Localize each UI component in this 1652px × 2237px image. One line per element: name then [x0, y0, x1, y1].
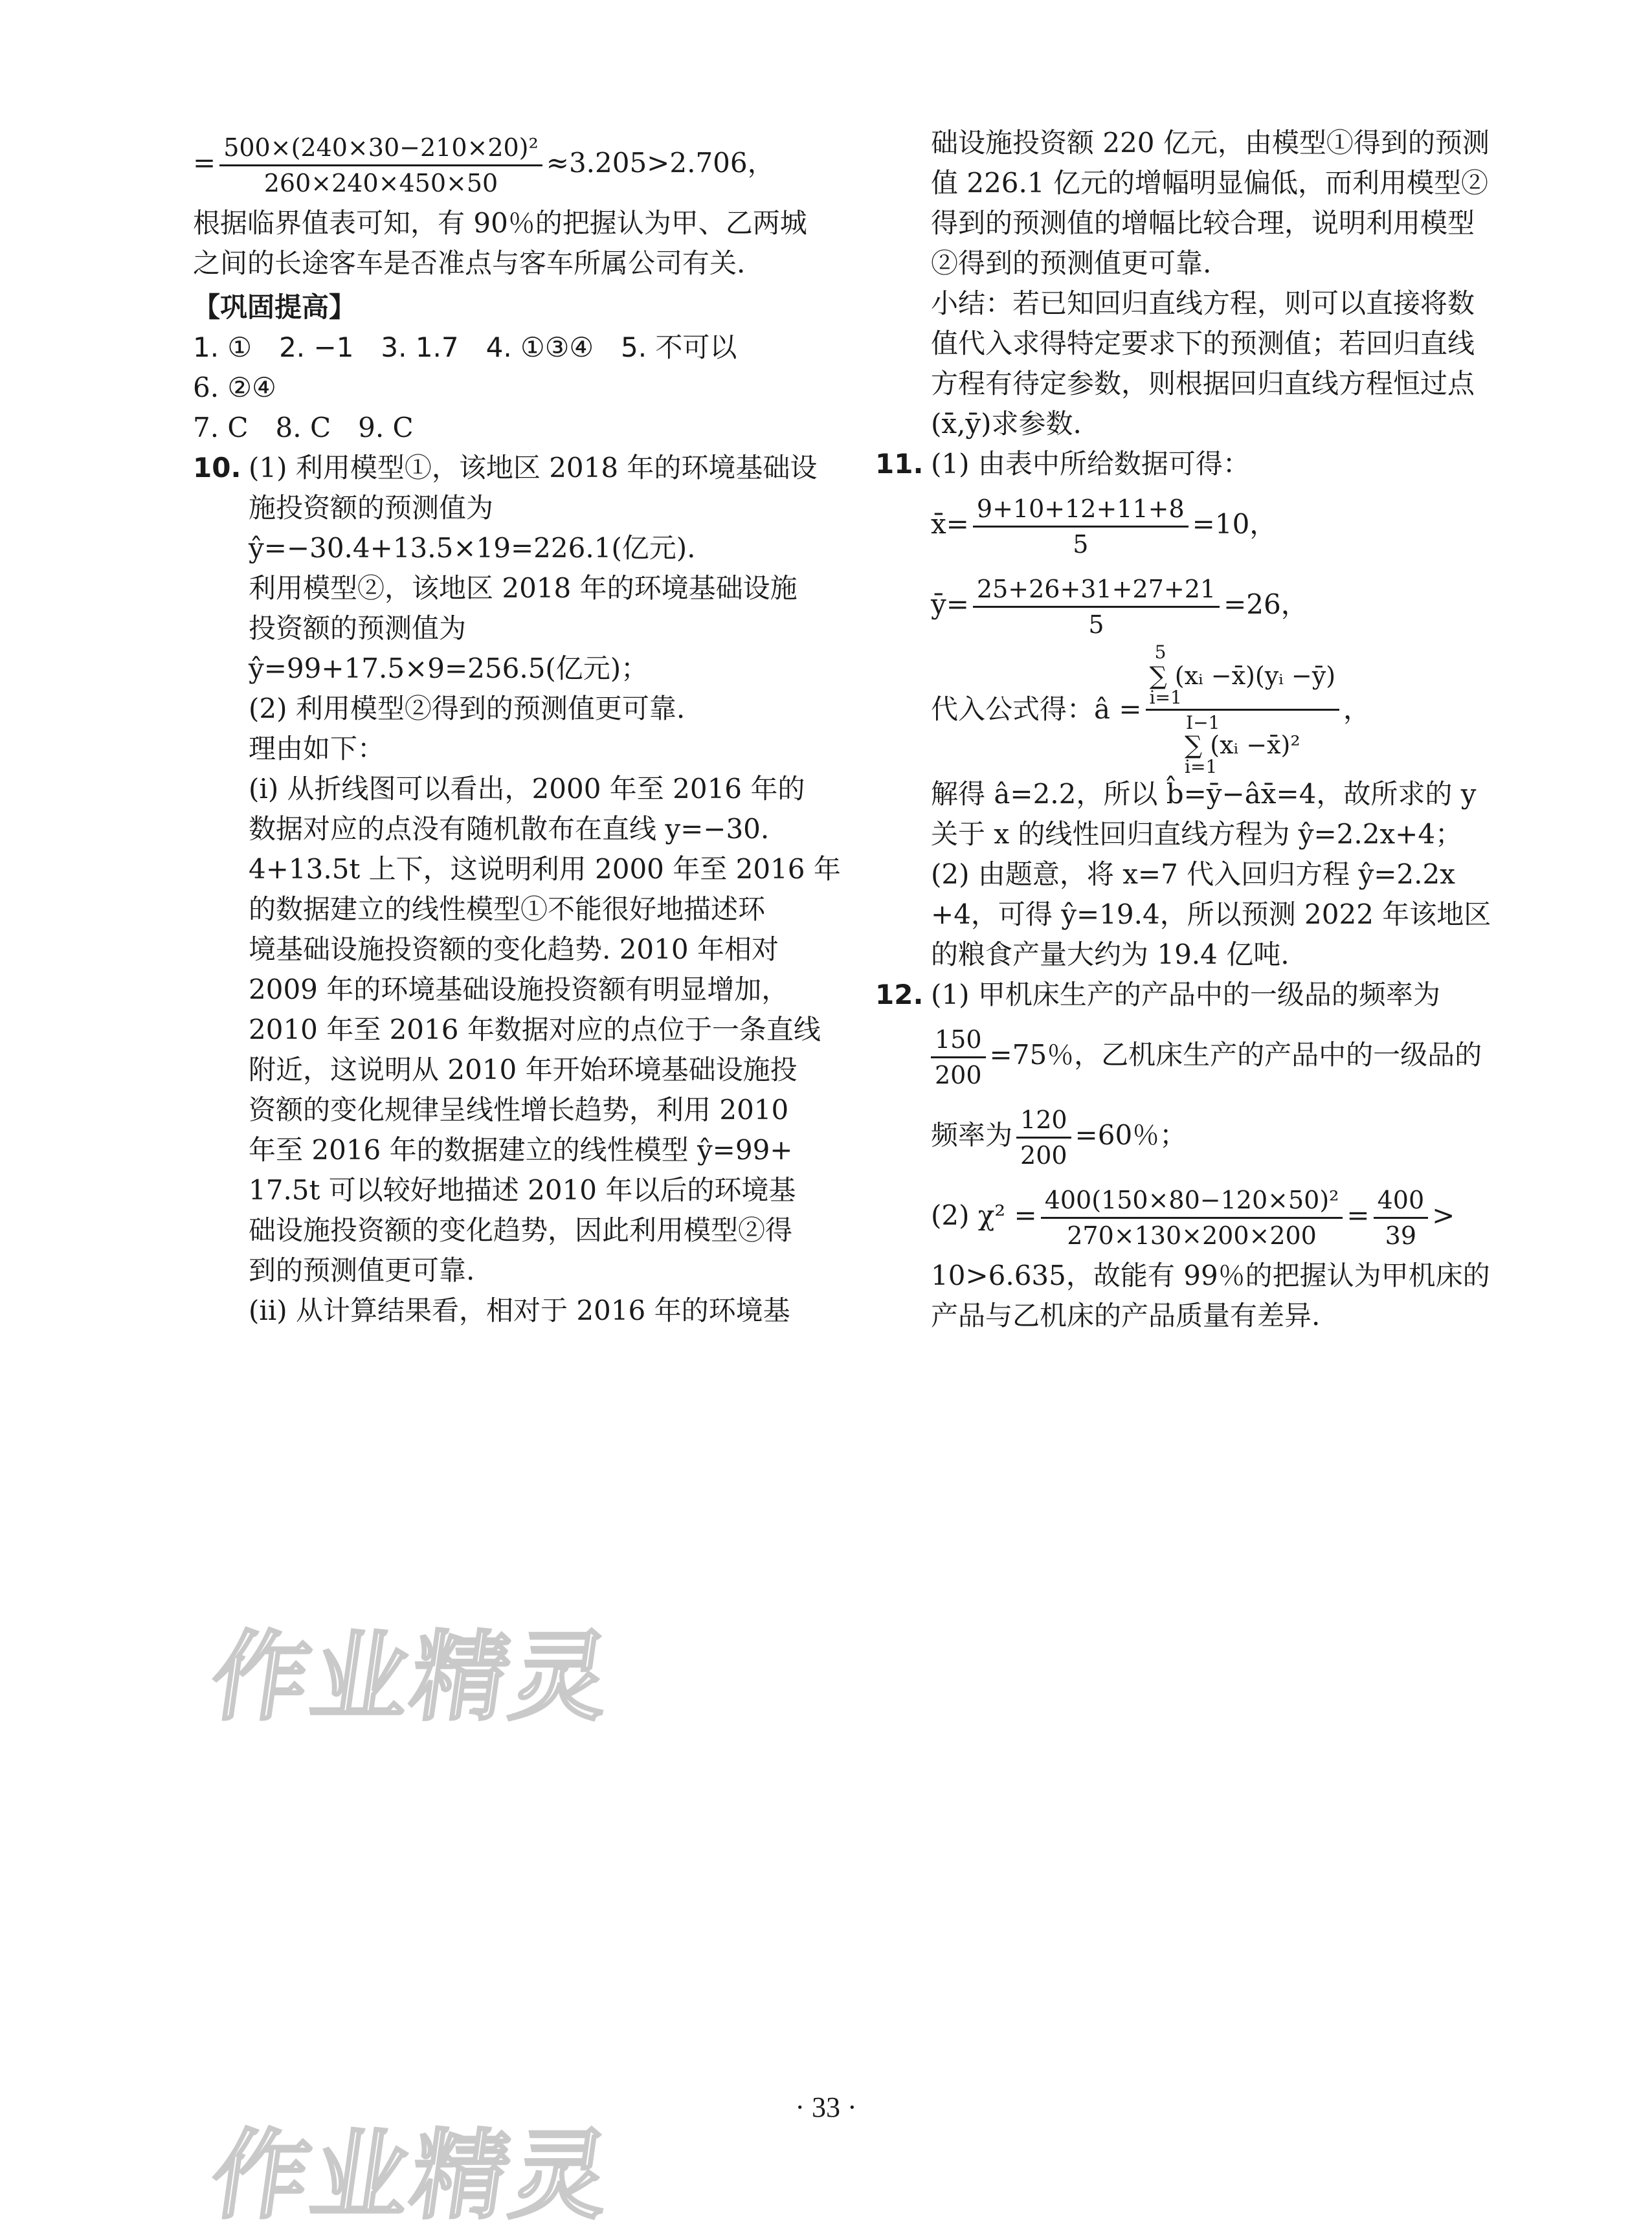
right-top-block	[875, 123, 1490, 444]
text-line: 理由如下：	[249, 733, 385, 764]
text: =60％；	[1075, 1119, 1187, 1151]
left-column	[193, 123, 841, 1331]
formula-lhs: 代入公式得：â =	[931, 693, 1142, 725]
result-text: ≈3.205>2.706，	[546, 147, 775, 179]
question-11-rest	[875, 774, 1491, 975]
text-line: ②得到的预测值更可靠.	[931, 247, 1212, 279]
text-line: 投资额的预测值为	[249, 612, 467, 644]
answer-line-6: 6. ②④	[193, 372, 276, 403]
rhs: =10，	[1192, 508, 1277, 540]
fraction	[1374, 1183, 1429, 1252]
sum-upper: 5	[1154, 641, 1166, 663]
text-line: 施投资额的预测值为	[249, 492, 494, 524]
page-number: · 33 ·	[795, 2091, 857, 2123]
denominator: 200	[1020, 1141, 1067, 1170]
fraction	[1041, 1183, 1343, 1252]
text-line: 础设施投资额 220 亿元，由模型①得到的预测	[931, 127, 1490, 159]
sum-lower: i=1	[1185, 755, 1218, 777]
text-line: (2) 由题意，将 x=7 代入回归方程 ŷ=2.2x	[931, 858, 1455, 890]
text-line: 2010 年至 2016 年数据对应的点位于一条直线	[249, 1014, 821, 1045]
question-number: 12.	[875, 979, 924, 1010]
q12-frequency-1	[875, 1015, 1484, 1095]
watermark-logo: 作业精灵	[204, 1621, 620, 1734]
text-line: ŷ=99+17.5×9=256.5(亿元)；	[249, 652, 649, 684]
text-line: +4，可得 ŷ=19.4，所以预测 2022 年该地区	[931, 898, 1491, 930]
text-line: 解得 â=2.2，所以 b̂=ȳ−âx̄=4，故所求的 y	[931, 778, 1477, 810]
denominator: 200	[935, 1060, 982, 1089]
sum-lower: i=1	[1149, 686, 1182, 708]
text-line: 利用模型②，该地区 2018 年的环境基础设施	[249, 572, 798, 604]
text: =75％，乙机床生产的产品中的一级品的	[989, 1039, 1482, 1071]
text-line: 小结：若已知回归直线方程，则可以直接将数	[931, 287, 1475, 319]
text-line: ŷ=−30.4+13.5×19=226.1(亿元).	[249, 532, 696, 564]
formula-denominator	[1181, 711, 1304, 778]
denominator: 5	[1088, 610, 1104, 639]
text-line: 年至 2016 年的数据建立的线性模型 ŷ=99+	[249, 1134, 793, 1166]
text-line: 2009 年的环境基础设施投资额有明显增加，	[249, 974, 789, 1005]
regression-formula	[875, 641, 1484, 777]
watermark-logo: 作业精灵	[204, 2120, 620, 2232]
answer-line-7-9: 7. C 8. C 9. C	[193, 412, 414, 443]
text-line: (x̄,ȳ)求参数.	[931, 408, 1082, 440]
formula-fraction	[1146, 641, 1339, 778]
numerator: 400(150×80−120×50)²	[1041, 1183, 1343, 1219]
text: (2) χ² =	[931, 1199, 1037, 1231]
formula-rhs: ，	[1343, 693, 1371, 725]
text-line: 之间的长途客车是否准点与客车所属公司有关.	[193, 247, 746, 279]
text-line: 根据临界值表可知，有 90％的把握认为甲、乙两城	[193, 207, 807, 239]
rhs: =26，	[1223, 588, 1308, 620]
text-line: (2) 利用模型②得到的预测值更可靠.	[249, 693, 686, 724]
question-11-line-1	[875, 444, 1484, 484]
text-line: 数据对应的点没有随机散布在直线 y=−30.	[249, 813, 770, 845]
text-line: 的粮食产量大约为 19.4 亿吨.	[931, 939, 1289, 970]
q12-frequency-2	[875, 1095, 1484, 1175]
numerator: 9+10+12+11+8	[973, 492, 1189, 528]
question-text: (1) 利用模型①，该地区 2018 年的环境基础设	[249, 452, 818, 484]
text-line: 得到的预测值的增幅比较合理，说明利用模型	[931, 207, 1475, 239]
right-column	[875, 123, 1491, 1336]
text-line: 境基础设施投资额的变化趋势. 2010 年相对	[249, 933, 779, 965]
text-line: 到的预测值更可靠.	[249, 1254, 475, 1286]
text-line: 资额的变化规律呈线性增长趋势，利用 2010	[249, 1094, 789, 1126]
fraction	[931, 1023, 986, 1092]
numerator: 150	[931, 1023, 986, 1058]
text-line: 的数据建立的线性模型①不能很好地描述环	[249, 893, 766, 925]
xbar-equation	[875, 484, 1484, 564]
numerator: 500×(240×30−210×20)²	[219, 131, 542, 166]
sum-upper: I−1	[1186, 711, 1220, 733]
text-line: (ⅰ) 从折线图可以看出，2000 年至 2016 年的	[249, 773, 805, 805]
text-line: 10>6.635，故能有 99％的把握认为甲机床的	[931, 1260, 1490, 1291]
denominator: 270×130×200×200	[1067, 1221, 1317, 1250]
question-10	[193, 448, 841, 1331]
sum-expression: ∑ (xᵢ −x̄)²	[1185, 730, 1300, 759]
numerator: 120	[1016, 1103, 1071, 1139]
text-line: 附近，这说明从 2010 年开始环境基础设施投	[249, 1054, 798, 1085]
fraction	[973, 572, 1220, 641]
fraction	[973, 492, 1189, 561]
lhs: ȳ=	[931, 588, 969, 620]
fraction	[1016, 1103, 1071, 1172]
numerator: 400	[1374, 1183, 1429, 1219]
section-heading: 【巩固提高】	[193, 291, 357, 323]
question-12-line-1	[875, 975, 1484, 1015]
q12-chi-square	[875, 1175, 1484, 1256]
text-line: 4+13.5t 上下，这说明利用 2000 年至 2016 年	[249, 853, 841, 885]
equals-sign: =	[193, 147, 216, 179]
denominator: 39	[1385, 1221, 1417, 1250]
text: 频率为	[931, 1119, 1013, 1151]
text-line: 值代入求得特定要求下的预测值；若回归直线	[931, 328, 1475, 359]
chi-square-equation	[193, 123, 814, 203]
ybar-equation	[875, 564, 1484, 645]
denominator: 5	[1073, 529, 1089, 559]
answer-line-1-5: 1. ① 2. −1 3. 1.7 4. ①③④ 5. 不可以	[193, 331, 737, 363]
text: >	[1432, 1199, 1455, 1231]
denominator: 260×240×450×50	[263, 168, 498, 197]
text-line: 产品与乙机床的产品质量有差异.	[931, 1300, 1321, 1331]
question-10-line-1	[193, 448, 818, 488]
text-line: 值 226.1 亿元的增幅明显偏低，而利用模型②	[931, 167, 1488, 199]
text: =	[1346, 1199, 1370, 1231]
lhs: x̄=	[931, 508, 969, 540]
question-number: 10.	[193, 452, 241, 484]
fraction	[219, 131, 542, 200]
text-line: 17.5t 可以较好地描述 2010 年以后的环境基	[249, 1174, 796, 1206]
text-line: 关于 x 的线性回归直线方程为 ŷ=2.2x+4；	[931, 818, 1463, 850]
sum-expression: ∑ (xᵢ −x̄)(yᵢ −ȳ)	[1149, 661, 1336, 690]
text-line: (ⅱ) 从计算结果看，相对于 2016 年的环境基	[249, 1295, 790, 1326]
question-number: 11.	[875, 448, 924, 480]
text-line: 础设施投资额的变化趋势，因此利用模型②得	[249, 1214, 793, 1246]
numerator: 25+26+31+27+21	[973, 572, 1220, 608]
question-text: (1) 甲机床生产的产品中的一级品的频率为	[931, 979, 1440, 1010]
formula-numerator	[1146, 641, 1339, 711]
question-text: (1) 由表中所给数据可得：	[931, 448, 1250, 480]
text-line: 方程有待定参数，则根据回归直线方程恒过点	[931, 368, 1475, 399]
